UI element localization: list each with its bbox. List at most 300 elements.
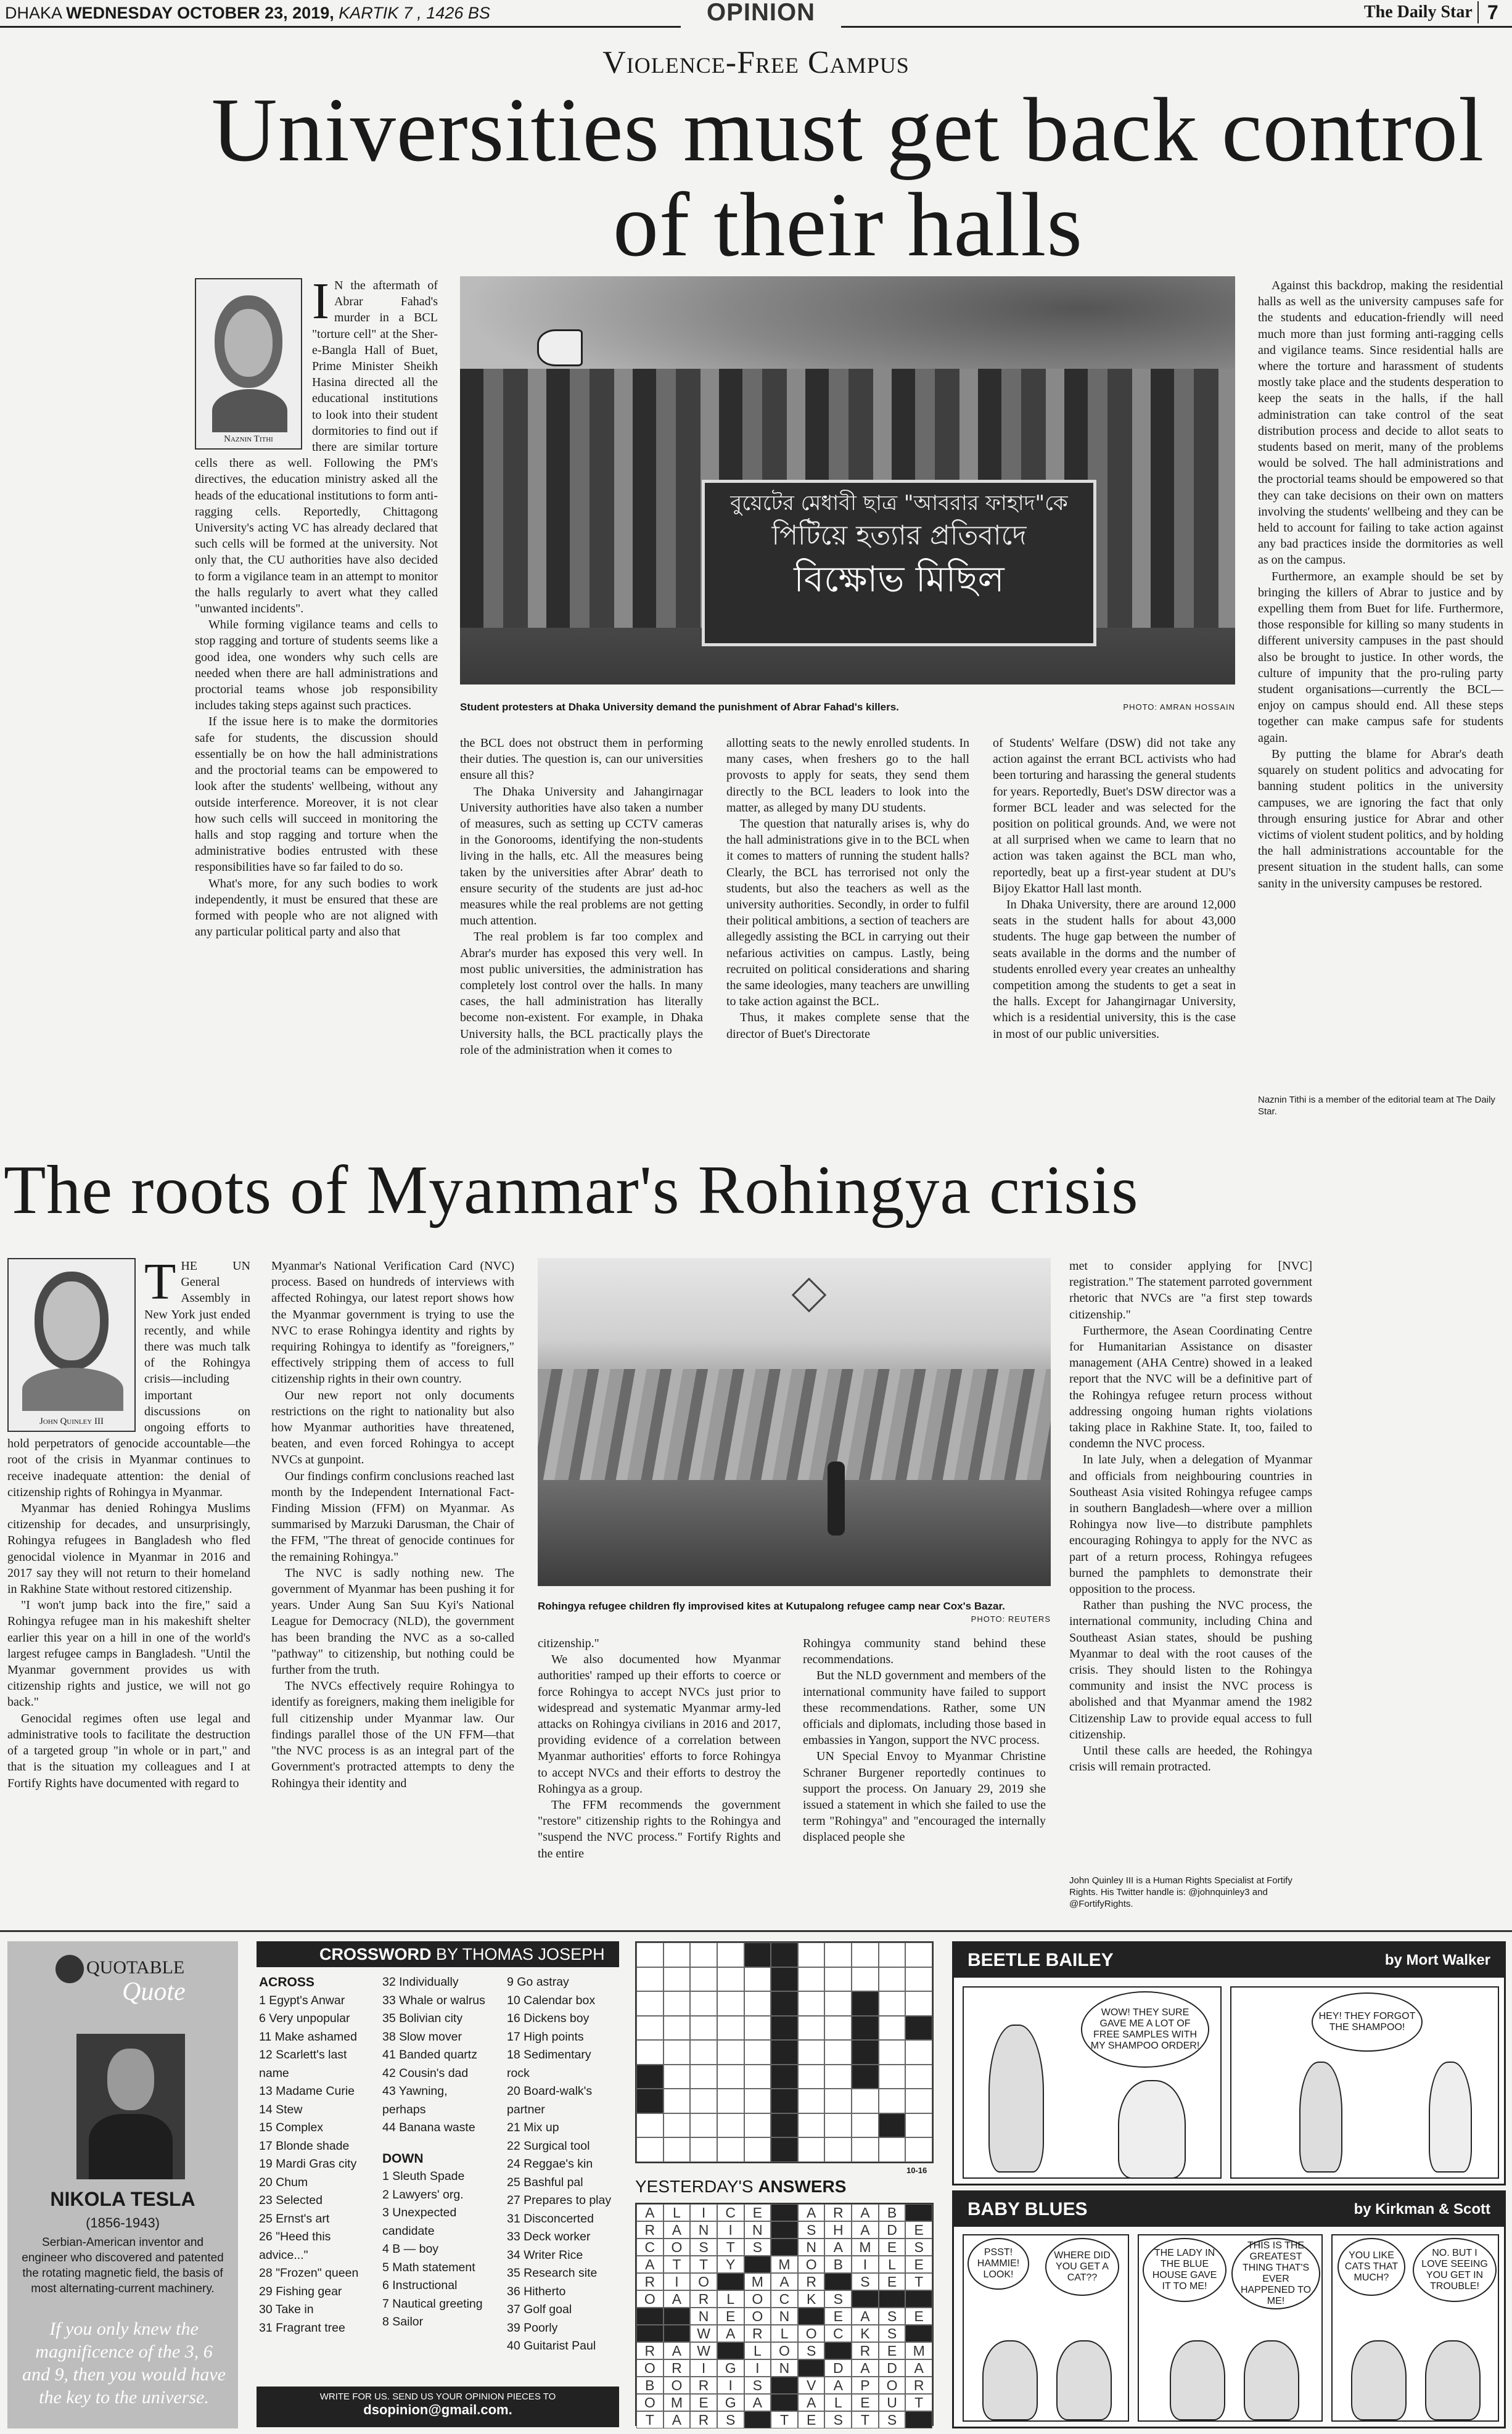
crossword-cell[interactable] — [879, 2065, 906, 2089]
crossword-clue: 17 Blonde shade — [259, 2139, 350, 2153]
crossword-cell[interactable] — [824, 1967, 852, 1992]
answers-label: YESTERDAY'S — [635, 2177, 754, 2196]
crossword-cell[interactable] — [636, 2040, 664, 2065]
answer-cell: B — [824, 2256, 852, 2273]
paragraph: Our new report not only documents restrictions on the right to nationality but also how Myanmar authorities have threatened, beaten, and even forced Rohingya to accept NVCs at gunpoint. — [271, 1388, 514, 1467]
answer-cell: L — [771, 2325, 798, 2342]
crossword-cell[interactable] — [744, 2113, 771, 2138]
black-square — [636, 2065, 664, 2089]
article1-col3 — [726, 735, 969, 1124]
paragraph: While forming vigilance teams and cells to stop ragging and torture of students seems like a good idea, one wonders why such cells are needed when there are hall administrations and proctorial teams whose job responsibility includes taking steps against such practices. — [195, 618, 438, 713]
crossword-clue: 17 High points — [507, 2029, 584, 2044]
baby-blues-comic — [952, 2190, 1506, 2428]
crossword-cell[interactable] — [824, 2113, 852, 2138]
answer-cell: I — [852, 2256, 879, 2273]
crossword-cell[interactable] — [664, 2113, 691, 2138]
crossword-clue: 9 Go astray — [507, 1975, 569, 1989]
black-square — [905, 2204, 932, 2221]
black-square — [771, 2016, 798, 2041]
crossword-author: BY THOMAS JOSEPH — [436, 1945, 605, 1963]
crossword-cell[interactable] — [744, 2089, 771, 2113]
crossword-clue: 44 Banana waste — [382, 2121, 475, 2134]
answer-cell: P — [852, 2377, 879, 2394]
dateline-bangla: KARTIK 7 , 1426 BS — [339, 4, 490, 22]
black-square — [744, 2256, 771, 2273]
answer-cell: H — [824, 2221, 852, 2239]
crossword-cell[interactable] — [664, 2137, 691, 2162]
crossword-cell[interactable] — [852, 2089, 879, 2113]
answer-cell: D — [824, 2359, 852, 2377]
crossword-cell[interactable] — [690, 2040, 717, 2065]
answer-cell: R — [905, 2377, 932, 2394]
quote-person: NIKOLA TESLA — [50, 2188, 195, 2210]
crossword-clue: 8 Sailor — [382, 2315, 424, 2329]
crossword-cell[interactable] — [690, 2016, 717, 2041]
answer-cell: R — [664, 2359, 691, 2377]
answer-cell: E — [879, 2273, 906, 2290]
crossword-cell[interactable] — [690, 1967, 717, 1992]
character-figure — [1056, 2340, 1112, 2420]
article2-col4 — [803, 1635, 1046, 1907]
crossword-cell[interactable] — [636, 2113, 664, 2138]
answer-cell: Y — [717, 2256, 744, 2273]
answer-cell: O — [636, 2359, 664, 2377]
black-square — [744, 2411, 771, 2428]
answer-cell: R — [690, 2290, 717, 2308]
black-square — [636, 2308, 664, 2325]
answer-cell: A — [664, 2342, 691, 2359]
crossword-cell[interactable] — [744, 1967, 771, 1992]
black-square — [771, 1967, 798, 1992]
child-figure — [828, 1462, 845, 1536]
kite — [792, 1278, 827, 1313]
character-figure — [1244, 2340, 1299, 2420]
answer-cell: O — [636, 2290, 664, 2308]
black-square — [905, 2016, 932, 2041]
crossword-cell[interactable] — [824, 1991, 852, 2016]
crossword-clue: 43 Yawning, — [382, 2084, 448, 2098]
black-square — [744, 1943, 771, 1967]
paragraph: The NVC is sadly nothing new. The government of Myanmar has been pushing it for years. Under Aung San Suu Kyi's National League for Democracy (NLD), the government has been branding the NVC as a so-called "pathway" to citizenship, but nothing could be further from the truth. — [271, 1566, 514, 1677]
crossword-cell[interactable] — [717, 1991, 744, 2016]
crossword-cell[interactable] — [690, 2089, 717, 2113]
crossword-clue: 31 Fragrant tree — [259, 2321, 345, 2335]
answer-cell: N — [771, 2308, 798, 2325]
answer-cell: A — [664, 2290, 691, 2308]
answer-cell: O — [798, 2325, 825, 2342]
author-name: Naznin Tithi — [224, 434, 273, 444]
answer-cell: C — [824, 2325, 852, 2342]
crossword-clue: perhaps — [382, 2102, 426, 2116]
crossword-clue: 32 Individually — [382, 1975, 459, 1989]
crossword-cell[interactable] — [744, 2065, 771, 2089]
crossword-clue: 5 Math statement — [382, 2260, 475, 2274]
down-clues — [507, 1973, 624, 2356]
crossword-cell[interactable] — [852, 2137, 879, 2162]
crossword-clue: 33 Whale or walrus — [382, 1993, 485, 2007]
crossword-cell[interactable] — [717, 1943, 744, 1967]
answer-cell: S — [852, 2273, 879, 2290]
crossword-clue: 13 Madame Curie — [259, 2084, 355, 2098]
answer-cell: T — [664, 2256, 691, 2273]
answer-cell: T — [852, 2411, 879, 2428]
speech-bubble: YOU LIKE CATS THAT MUCH? — [1337, 2238, 1405, 2296]
paragraph: of Students' Welfare (DSW) did not take any action against the errant BCL activists who had been torturing and harassing the general students for years. Reportedly, Buet's DSW director was a former BCL leader and was selected for the position on political grounds. And, we were not at all surprised when we came to learn that no action was taken against the BCL man who, reportedly, beat up a first-year student at DU's Bijoy Ekattor Hall last month. — [993, 736, 1236, 895]
paragraph: Thus, it makes complete sense that the director of Buet's Directorate — [726, 1011, 969, 1041]
black-square — [636, 2089, 664, 2113]
crossword-clue: 24 Reggae's kin — [507, 2157, 593, 2171]
answer-cell: O — [664, 2239, 691, 2256]
paragraph: "I won't jump back into the fire," said a Rohingya refugee man in his makeshift shelter earlier this year on a hill in one of the world's largest refugee camps in Bangladesh. "Until the Myanmar government provides us with citizenship rights and justice, we will not go back." — [7, 1598, 250, 1709]
crossword-cell[interactable] — [852, 2113, 879, 2138]
crossword-cell[interactable] — [905, 1967, 932, 1992]
crossword-clue: 22 Surgical tool — [507, 2139, 590, 2153]
answer-cell: W — [690, 2325, 717, 2342]
black-square — [824, 2342, 852, 2359]
answer-cell: E — [905, 2256, 932, 2273]
quotable-quote-box — [7, 1941, 238, 2428]
crossword-clue: 15 Complex — [259, 2121, 324, 2134]
crossword-cell[interactable] — [664, 2040, 691, 2065]
crossword-cell[interactable] — [690, 1991, 717, 2016]
crossword-clue: name — [259, 2066, 289, 2080]
character-figure — [1170, 2340, 1225, 2420]
answer-cell: D — [879, 2221, 906, 2239]
crossword-cell[interactable] — [690, 2065, 717, 2089]
crossword-clue: 20 Chum — [259, 2175, 308, 2189]
crossword-cell[interactable] — [717, 2137, 744, 2162]
paragraph: Genocidal regimes often use legal and administrative tools to facilitate the destruction of a targeted group "in whole or in part," and that is the situation my colleagues and I at Fortify Rights have documented with regard to — [7, 1711, 250, 1790]
answer-cell: S — [824, 2411, 852, 2428]
crossword-cell[interactable] — [664, 2089, 691, 2113]
character-figure — [988, 2025, 1044, 2173]
comic-panel-2 — [1138, 2234, 1323, 2422]
black-square — [771, 1943, 798, 1967]
tesla-face — [107, 2049, 154, 2110]
paragraph: The FFM recommends the government "restore" citizenship rights to the Rohingya and "suspend the NVC process." Fortify Rights and the entire — [538, 1798, 781, 1860]
crossword-cell[interactable] — [905, 2137, 932, 2162]
paragraph: Until these calls are heeded, the Rohingya crisis will remain protracted. — [1069, 1744, 1312, 1774]
crossword-cell[interactable] — [664, 1967, 691, 1992]
crossword-cell[interactable] — [798, 2040, 825, 2065]
black-square — [771, 2040, 798, 2065]
crossword-clue: 3 Unexpected — [382, 2206, 457, 2219]
dateline-city: DHAKA — [5, 4, 62, 22]
quote-icon — [55, 1955, 84, 1983]
crossword-grid — [635, 1941, 934, 2163]
black-square — [771, 2204, 798, 2221]
character-figure — [1429, 2062, 1472, 2173]
answer-cell: O — [744, 2308, 771, 2325]
paragraph: But the NLD government and members of the international community have failed to support these recommendations. Rather, some UN officials and diplomats, including those based in embassies in Yangon, support the NVC process. — [803, 1669, 1046, 1748]
crossword-clue: 26 "Heed this — [259, 2230, 331, 2243]
crossword-cell[interactable] — [852, 1967, 879, 1992]
comic-panel-1 — [963, 1986, 1222, 2179]
answer-cell: S — [879, 2325, 906, 2342]
answer-cell: T — [690, 2256, 717, 2273]
answer-cell: A — [905, 2359, 932, 2377]
quote-bio: Serbian-American inventor and engineer who discovered and patented the rotating magnetic field, the basis of most alternating-current machinery. — [22, 2236, 224, 2295]
answer-cell: E — [744, 2204, 771, 2221]
answer-cell: L — [879, 2256, 906, 2273]
crossword-clue: 33 Deck worker — [507, 2230, 591, 2243]
down-heading: DOWN — [382, 2151, 424, 2166]
drop-cap: T — [144, 1258, 176, 1310]
answer-cell: I — [744, 2359, 771, 2377]
answer-cell: N — [798, 2239, 825, 2256]
crossword-cell[interactable] — [664, 2065, 691, 2089]
comic-author: by Mort Walker — [1384, 1952, 1490, 1968]
answer-cell: C — [771, 2290, 798, 2308]
crossword-cell[interactable] — [905, 1943, 932, 1967]
paragraph: The real problem is far too complex and Abrar's murder has exposed this very well. In most public universities, the administration has completely lost control over the halls. In many cases, the hall administration has literally become non-existent. For example, in Dhaka University halls, the BCL practically plays the role of the administration when it comes to — [460, 930, 703, 1057]
answer-cell: K — [798, 2290, 825, 2308]
answer-cell: M — [664, 2394, 691, 2411]
paragraph: The Dhaka University and Jahangirnagar University authorities have also taken a number of measures, such as setting up CCTV cameras in the Gonorooms, identifying the non-students living in the halls, etc. All the measures being taken by the universities after Abrar' death to ensure security of the students are just ad-hoc measures while the real problems are not getting much attention. — [460, 784, 703, 928]
crossword-cell[interactable] — [879, 1991, 906, 2016]
crossword-clue: candidate — [382, 2224, 435, 2238]
comic-name: BABY BLUES — [968, 2199, 1088, 2219]
crossword-cell[interactable] — [824, 2065, 852, 2089]
black-square — [852, 2290, 879, 2308]
crossword-cell[interactable] — [824, 1943, 852, 1967]
paragraph: The NVCs effectively require Rohingya to identify as foreigners, making them ineligible for full citizenship under Myanmar law. Our findings parallel those of the UN FFM—that "the NVC process is as an integral part of the Government's protracted attempts to deny the Rohingya their identity and — [271, 1679, 514, 1790]
paragraph: By putting the blame for Abrar's death squarely on student politics and advocating for banning student politics in the university campuses, we are ignoring the fact that only through ensuring justice for Abrar and other victims of violent student politics, and by holding the hall administrations accountable for the present situation in the student halls, can some sanity in the university campuses be restored. — [1258, 747, 1503, 890]
author-note: Naznin Tithi is a member of the editorial team at The Daily Star. — [1258, 1095, 1495, 1117]
crossword-cell[interactable] — [744, 2016, 771, 2041]
answer-cell: A — [824, 2377, 852, 2394]
black-square — [771, 2394, 798, 2411]
crossword-cell[interactable] — [879, 2040, 906, 2065]
crossword-cell[interactable] — [824, 2040, 852, 2065]
answer-cell: G — [717, 2359, 744, 2377]
black-square — [771, 2377, 798, 2394]
crossword-cell[interactable] — [744, 2040, 771, 2065]
article2-col1 — [7, 1258, 250, 1906]
crossword-cell[interactable] — [664, 1943, 691, 1967]
crossword-clue: 6 Instructional — [382, 2279, 458, 2292]
banner-text: বুয়েটের মেধাবী ছাত্র "আবরার ফাহাদ"কে — [730, 491, 1068, 516]
article2-headline: The roots of Myanmar's Rohingya crisis — [4, 1152, 1139, 1228]
write-for-us-banner — [257, 2387, 619, 2427]
crossword-cell[interactable] — [717, 1967, 744, 1992]
crossword-cell[interactable] — [798, 1991, 825, 2016]
answer-cell: R — [798, 2273, 825, 2290]
answer-cell: E — [798, 2411, 825, 2428]
paragraph: Furthermore, an example should be set by bringing the killers of Abrar to justice and by expelling them from Buet for life. Furthermore, those responsible for killing so many students in different university campuses in the past should also be brought to justice. In other words, the culture of impunity that the pro-ruling party student organisations—currently the BCL—enjoy on campus should end. All these steps together can make campus safe for students again. — [1258, 569, 1503, 745]
crossword-cell[interactable] — [664, 1991, 691, 2016]
speech-bubble: NO. BUT I LOVE SEEING YOU GET IN TROUBLE! — [1413, 2238, 1497, 2302]
answer-cell: B — [879, 2204, 906, 2221]
crossword-clue: 25 Bashful pal — [507, 2175, 583, 2189]
answer-cell: A — [798, 2204, 825, 2221]
answer-cell: S — [744, 2239, 771, 2256]
answer-cell: E — [717, 2308, 744, 2325]
crossword-cell[interactable] — [664, 2016, 691, 2041]
photo-caption — [538, 1600, 1051, 1626]
crossword-cell[interactable] — [879, 2016, 906, 2041]
crossword-clue: 41 Banded quartz — [382, 2048, 477, 2062]
crossword-clue: 30 Take in — [259, 2303, 314, 2316]
character-figure — [1351, 2340, 1407, 2420]
crossword-cell[interactable] — [798, 2089, 825, 2113]
crossword-cell[interactable] — [798, 2065, 825, 2089]
answer-cell: E — [879, 2239, 906, 2256]
crossword-clue: 27 Prepares to play — [507, 2193, 612, 2207]
across-heading: ACROSS — [259, 1975, 314, 1989]
crossword-cell[interactable] — [690, 1943, 717, 1967]
crossword-cell[interactable] — [636, 2137, 664, 2162]
black-square — [771, 2137, 798, 2162]
crossword-clue: 4 B — boy — [382, 2242, 439, 2256]
answer-cell: O — [664, 2377, 691, 2394]
crossword-cell[interactable] — [824, 2089, 852, 2113]
black-square — [798, 2308, 825, 2325]
tesla-suit — [89, 2114, 173, 2179]
answer-cell: S — [690, 2239, 717, 2256]
answer-cell: T — [905, 2394, 932, 2411]
crossword-cell[interactable] — [879, 1943, 906, 1967]
black-square — [852, 2065, 879, 2089]
article1-kicker: Violence-Free Campus — [602, 45, 910, 80]
comic-panel-3 — [1331, 2234, 1499, 2422]
answer-cell: R — [636, 2342, 664, 2359]
crossword-cell[interactable] — [717, 2113, 744, 2138]
crossword-cell[interactable] — [879, 2089, 906, 2113]
paragraph: allotting seats to the newly enrolled students. In many cases, when freshers go to the hall provosts to apply for seats, they send them directly to the BCL leaders to look into the matter, as alleged by many DU students. — [726, 736, 969, 815]
crossword-clue: 36 Hitherto — [507, 2284, 566, 2298]
paragraph: In Dhaka University, there are around 12,000 seats in the student halls for about 43,000 students. The huge gap between the number of seats available in the dorms and the number of students enrolled every year creates an unhealthy competition among the students to get a seat in the halls. Except for Jahangirnagar University, which is a residential university, this is the case in most of our public universities. — [993, 898, 1236, 1041]
crossword-cell[interactable] — [798, 2016, 825, 2041]
answer-cell: S — [798, 2221, 825, 2239]
crossword-date: 10-16 — [906, 2166, 927, 2175]
comic-author: by Kirkman & Scott — [1354, 2201, 1490, 2218]
crossword-clue: 40 Guitarist Paul — [507, 2339, 596, 2353]
answer-cell: O — [771, 2342, 798, 2359]
answer-cell: I — [717, 2221, 744, 2239]
answer-cell: A — [664, 2221, 691, 2239]
answer-cell: I — [690, 2204, 717, 2221]
crossword-cell[interactable] — [636, 2016, 664, 2041]
paragraph: Our findings confirm conclusions reached last month by the Independent International Fact-Finding Mission (FFM) on Myanmar. As summarised by Marzuki Darusman, the Chair of the FFM, "The threat of genocide continues for the remaining Rohingya." — [271, 1469, 514, 1564]
answer-cell: S — [744, 2377, 771, 2394]
answer-cell: N — [690, 2221, 717, 2239]
answer-cell: L — [744, 2342, 771, 2359]
crossword-cell[interactable] — [798, 1943, 825, 1967]
answer-cell: S — [879, 2308, 906, 2325]
comic-name: BEETLE BAILEY — [968, 1950, 1114, 1970]
crossword-clue: 21 Mix up — [507, 2121, 559, 2134]
answer-cell: I — [690, 2359, 717, 2377]
black-square — [798, 2359, 825, 2377]
crossword-clue: 31 Disconcerted — [507, 2211, 594, 2226]
crossword-cell[interactable] — [905, 2040, 932, 2065]
crossword-cell[interactable] — [905, 1991, 932, 2016]
answers-title — [635, 2177, 846, 2197]
crossword-cell[interactable] — [879, 1967, 906, 1992]
crossword-cell[interactable] — [824, 2137, 852, 2162]
answer-cell: A — [852, 2221, 879, 2239]
crossword-cell[interactable] — [717, 2040, 744, 2065]
page-number: 7 — [1487, 1, 1498, 23]
crossword-cell[interactable] — [879, 2137, 906, 2162]
answer-cell: R — [690, 2377, 717, 2394]
black-square — [905, 2411, 932, 2428]
answer-cell: O — [744, 2290, 771, 2308]
paragraph: Myanmar's National Verification Card (NVC) process. Based on hundreds of interviews with affected Rohingya, our latest report shows how the Myanmar government is trying to use the NVC to erase Rohingya identity and rights by requiring Rohingya to identify as "foreigners," effectively stripping them of access to full citizenship rights in their own country. — [271, 1259, 514, 1386]
article1-headline-2: of their halls — [612, 175, 1083, 276]
crossword-cell[interactable] — [636, 1967, 664, 1992]
black-square — [717, 2342, 744, 2359]
quote-text: If you only knew the magnificence of the 3, 6 and 9, then you would have the key to the universe. — [22, 2319, 226, 2407]
answer-cell: E — [905, 2308, 932, 2325]
answer-cell: I — [717, 2377, 744, 2394]
across-clues — [259, 1973, 382, 2337]
crossword-cell[interactable] — [690, 2113, 717, 2138]
answer-cell: A — [744, 2394, 771, 2411]
answer-cell: C — [636, 2239, 664, 2256]
crossword-clue: 11 Make ashamed — [259, 2029, 357, 2044]
black-square — [905, 2325, 932, 2342]
crossword-cell[interactable] — [798, 2113, 825, 2138]
author-name: John Quinley III — [39, 1416, 104, 1426]
crossword-cell[interactable] — [852, 1943, 879, 1967]
answer-cell: G — [717, 2394, 744, 2411]
quote-label: QUOTABLE — [86, 1957, 185, 1978]
crossword-cell[interactable] — [798, 2137, 825, 2162]
answer-cell: R — [852, 2342, 879, 2359]
answer-cell: A — [636, 2204, 664, 2221]
answer-cell: E — [690, 2394, 717, 2411]
paragraph: Rohingya community stand behind these recommendations. — [803, 1637, 1046, 1667]
answer-cell: A — [798, 2394, 825, 2411]
paper-name: The Daily Star — [1364, 2, 1473, 22]
answer-cell: O — [879, 2377, 906, 2394]
character-figure — [1299, 2062, 1342, 2173]
crossword-clue: 1 Sleuth Spade — [382, 2169, 465, 2183]
banner-text: পিটিয়ে হত্যার প্রতিবাদে — [771, 520, 1027, 551]
crossword-cell[interactable] — [744, 2137, 771, 2162]
black-square — [636, 2325, 664, 2342]
crossword-cell[interactable] — [717, 2016, 744, 2041]
article1-col2 — [460, 735, 703, 1124]
crossword-cell[interactable] — [824, 2016, 852, 2041]
black-square — [771, 2065, 798, 2089]
crossword-cell[interactable] — [905, 2065, 932, 2089]
comic-title — [954, 2192, 1504, 2227]
protest-photo — [460, 276, 1235, 685]
crossword-clue: 18 Sedimentary — [507, 2048, 591, 2062]
paragraph: Against this backdrop, making the residential halls as well as the university campuses safe for the students and education-friendly will need much more than just forming anti-ragging cells and vigilance teams. Since residential halls are where the torture and harassment of students mostly take place and the students desperation to keep the seats in the halls, if the hall administration can take control of the seat distribution process and decide to allot seats to students based on merit, many of the problems would be solved. The hall administrations and the proctorial teams should be empowered so that they can take decisions on their own on matters involving the students' wellbeing and they can be held to account for failing to take action against any bad practices inside the dormitories as well as on the campus. — [1258, 279, 1503, 567]
crossword-cell[interactable] — [717, 2065, 744, 2089]
answer-cell: M — [744, 2273, 771, 2290]
crossword-cell[interactable] — [905, 2089, 932, 2113]
crossword-cell[interactable] — [717, 2089, 744, 2113]
answer-cell: A — [717, 2325, 744, 2342]
crossword-cell[interactable] — [905, 2113, 932, 2138]
answer-cell: D — [879, 2359, 906, 2377]
crossword-cell[interactable] — [690, 2137, 717, 2162]
crossword-cell[interactable] — [636, 1943, 664, 1967]
crossword-clue: partner — [507, 2102, 545, 2116]
crossword-cell[interactable] — [636, 1991, 664, 2016]
comic-panel-1 — [963, 2234, 1129, 2422]
crossword-cell[interactable] — [744, 1991, 771, 2016]
crossword-clue: 14 Stew — [259, 2102, 303, 2116]
article1-col1 — [195, 278, 438, 1124]
tesla-portrait — [76, 2034, 185, 2179]
crossword-cell[interactable] — [798, 1967, 825, 1992]
